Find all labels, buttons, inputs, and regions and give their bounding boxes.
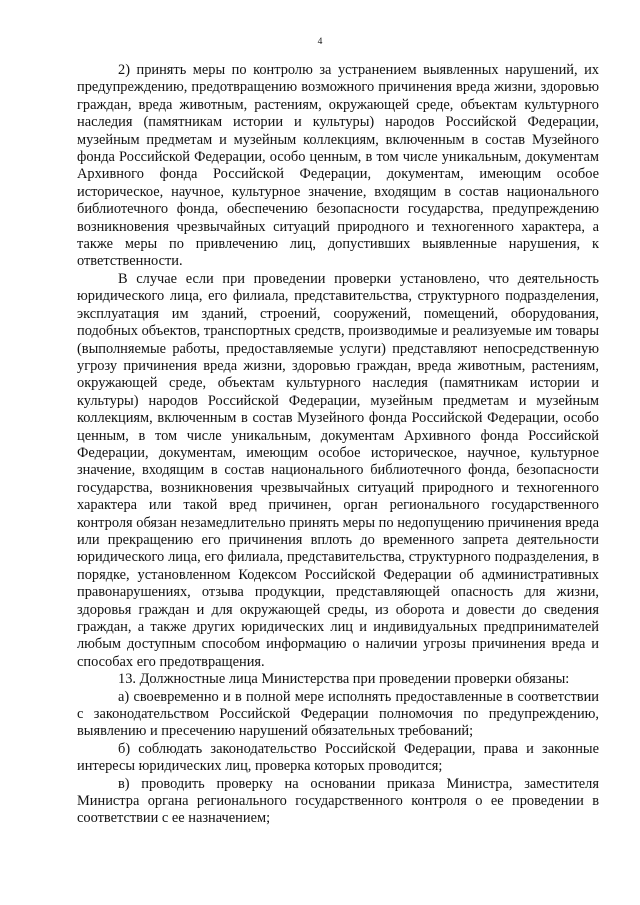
paragraph-violation-threat: В случае если при проведении проверки установлено, что деятельность юридического лица, его филиала, представительства, структурного подразделения, эксплуатация им зданий, строений, сооружений, помещений, оборудования, подобных объектов, транспортных средств, производимые и реализуемые им товары (выполняемые работы, предоставляемые услуги) представляют непосредственную угрозу причинения вреда жизни, здоровью граждан, вреда животным, растениям, окружающей среде, объектам культурного наследия (памятникам истории и культуры) народов Российской Федерации, музейным предметам и музейным коллекциям, включенным в состав Музейного фонда Российской Федерации, особо ценным, в том числе уникальным, документам Архивного фонда Российской Федерации, документам, имеющим особое историческое, научное, культурное значение, входящим в состав национального библиотечного фонда, безопасности государства, возникновения чрезвычайных ситуаций природного и техногенного характера или такой вред причинен, орган регионального государственного контроля обязан незамедлительно принять меры по недопущению причинения вреда или прекращению его причинения вплоть до временного запрета деятельности юридического лица, его филиала, представительства, структурного подразделения, в порядке, установленном Кодексом Российской Федерации об административных правонарушениях, отзыва продукции, представляющей опасность для жизни, здоровья граждан и для окружающей среды, из оборота и довести до сведения граждан, а также других юридических лиц и индивидуальных предпринимателей любым доступным способом информацию о наличии угрозы причинения вреда и способах его предотвращения.	[77, 270, 599, 670]
paragraph-item-2-measures: 2) принять меры по контролю за устранением выявленных нарушений, их предупреждению, предотвращению возможного причинения вреда жизни, здоровью граждан, вреда животным, растениям, окружающей среде, объектам культурного наследия (памятникам истории и культуры) народов Российской Федерации, музейным предметам и музейным коллекциям, включенным в состав Музейного фонда Российской Федерации, особо ценным, в том числе уникальным, документам Архивного фонда Российской Федерации, документам, имеющим особое историческое, научное, культурное значение, входящим в состав национального библиотечного фонда, обеспечению безопасности государства, предупреждению возникновения чрезвычайных ситуаций природного и техногенного характера, а также меры по привлечению лиц, допустивших выявленные нарушения, к ответственности.	[77, 62, 599, 270]
document-body	[77, 62, 599, 828]
paragraph-13-heading: 13. Должностные лица Министерства при проведении проверки обязаны:	[118, 671, 570, 688]
paragraph-13c: в) проводить проверку на основании приказа Министра, заместителя Министра органа регионального государственного контроля о ее проведении в соответствии с ее назначением;	[77, 775, 599, 827]
paragraph-13a: а) своевременно и в полной мере исполнять предоставленные в соответствии с законодательством Российской Федерации полномочия по предупреждению, выявлению и пресечению нарушений обязательных требований;	[77, 688, 599, 740]
paragraph-13b: б) соблюдать законодательство Российской Федерации, права и законные интересы юридических лиц, проверка которых проводится;	[77, 740, 599, 775]
page-number: 4	[317, 37, 323, 47]
